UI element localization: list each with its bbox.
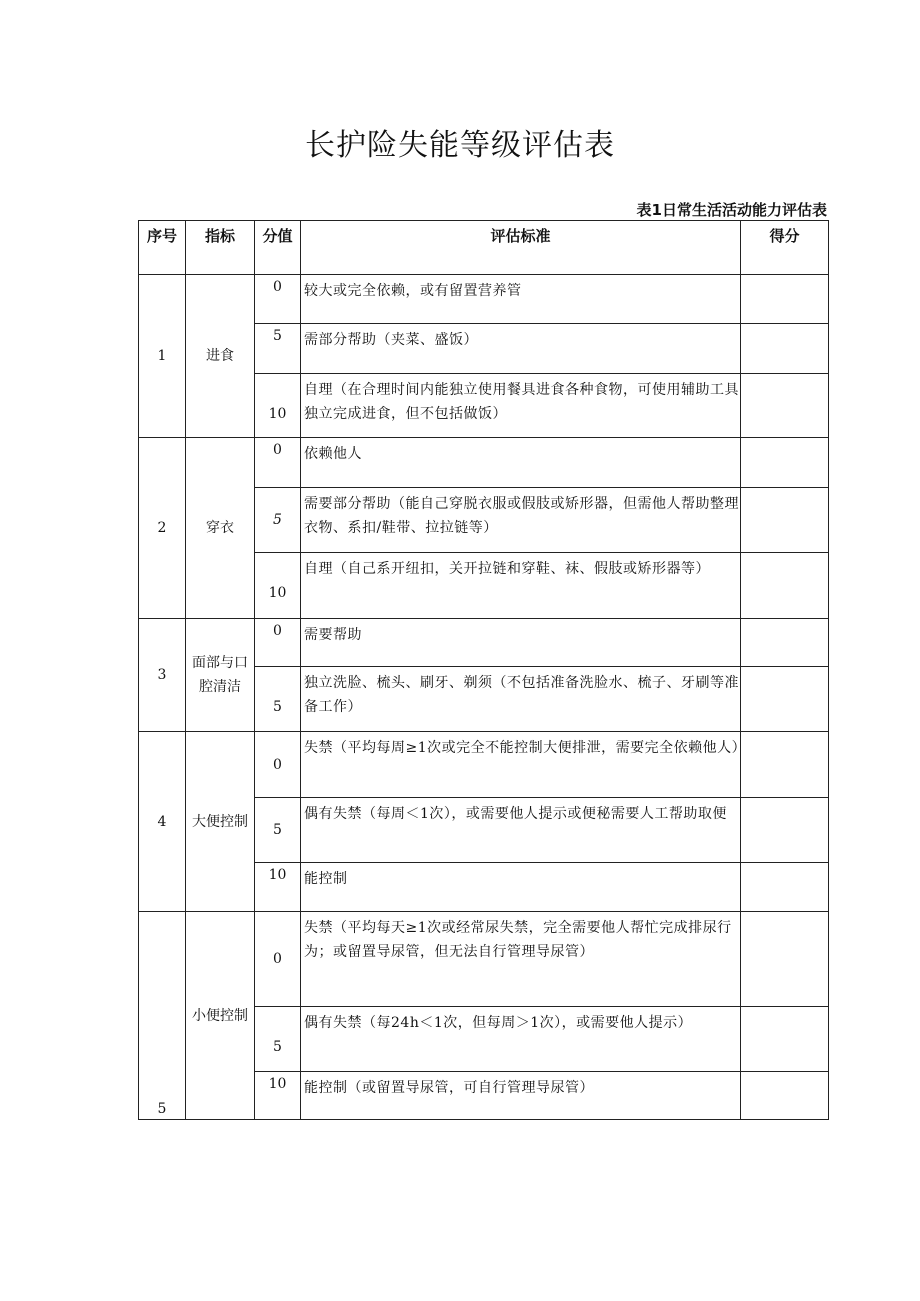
criteria-text: 失禁（平均每天≥1次或经常尿失禁，完全需要他人帮忙完成排尿行为；或留置导尿管，但无法自行管理导尿管） <box>301 912 741 1006</box>
criteria-text: 较大或完全依赖，或有留置营养管 <box>301 275 741 324</box>
table-row <box>139 275 829 324</box>
score-value: 0 <box>255 438 301 487</box>
points-cell[interactable] <box>741 666 829 731</box>
table-row <box>139 438 829 487</box>
item-indicator: 穿衣 <box>186 438 255 618</box>
score-value: 0 <box>255 275 301 324</box>
score-value: 0 <box>255 732 301 798</box>
table-row <box>139 618 829 666</box>
document-title: 长护险失能等级评估表 <box>305 128 615 163</box>
points-cell[interactable] <box>741 438 829 487</box>
score-value: 10 <box>255 863 301 912</box>
points-cell[interactable] <box>741 798 829 863</box>
item-indicator: 小便控制 <box>186 912 255 1120</box>
points-cell[interactable] <box>741 863 829 912</box>
points-cell[interactable] <box>741 324 829 374</box>
criteria-text: 自理（自己系开纽扣，关开拉链和穿鞋、袜、假肢或矫形器等） <box>301 552 741 618</box>
criteria-text: 偶有失禁（每24h＜1次，但每周＞1次），或需要他人提示） <box>301 1006 741 1071</box>
item-seq: 3 <box>139 618 186 731</box>
table-caption: 表1日常生活活动能力评估表 <box>636 201 827 219</box>
item-seq: 5 <box>139 912 186 1120</box>
criteria-text: 需部分帮助（夹菜、盛饭） <box>301 324 741 374</box>
table-row <box>139 912 829 1006</box>
score-value: 0 <box>255 912 301 1006</box>
score-value: 10 <box>255 374 301 438</box>
criteria-text: 失禁（平均每周≥1次或完全不能控制大便排泄，需要完全依赖他人） <box>301 732 741 798</box>
points-cell[interactable] <box>741 912 829 1006</box>
points-cell[interactable] <box>741 552 829 618</box>
item-seq: 4 <box>139 732 186 912</box>
criteria-text: 偶有失禁（每周＜1次），或需要他人提示或便秘需要人工帮助取便 <box>301 798 741 863</box>
points-cell[interactable] <box>741 732 829 798</box>
score-value: 5 <box>255 324 301 374</box>
header-score: 分值 <box>255 221 301 275</box>
item-indicator: 进食 <box>186 275 255 438</box>
header-seq: 序号 <box>139 221 186 275</box>
score-value: 5 <box>255 666 301 731</box>
header-points: 得分 <box>741 221 829 275</box>
criteria-text: 独立洗脸、梳头、刷牙、剃须（不包括准备洗脸水、梳子、牙刷等准备工作） <box>301 666 741 731</box>
criteria-text: 依赖他人 <box>301 438 741 487</box>
assessment-table <box>138 220 829 1120</box>
points-cell[interactable] <box>741 275 829 324</box>
score-value: 5 <box>255 798 301 863</box>
score-value: 0 <box>255 618 301 666</box>
score-value: 5 <box>255 487 301 552</box>
item-indicator: 大便控制 <box>186 732 255 912</box>
points-cell[interactable] <box>741 618 829 666</box>
score-value: 10 <box>255 1071 301 1119</box>
header-criteria: 评估标准 <box>301 221 741 275</box>
points-cell[interactable] <box>741 1071 829 1119</box>
points-cell[interactable] <box>741 487 829 552</box>
criteria-text: 需要部分帮助（能自己穿脱衣服或假肢或矫形器，但需他人帮助整理衣物、系扣/鞋带、拉拉链等） <box>301 487 741 552</box>
header-indicator: 指标 <box>186 221 255 275</box>
score-value: 10 <box>255 552 301 618</box>
item-indicator: 面部与口腔清洁 <box>186 618 255 731</box>
score-value: 5 <box>255 1006 301 1071</box>
criteria-text: 自理（在合理时间内能独立使用餐具进食各种食物，可使用辅助工具独立完成进食，但不包括做饭） <box>301 374 741 438</box>
criteria-text: 需要帮助 <box>301 618 741 666</box>
criteria-text: 能控制 <box>301 863 741 912</box>
item-seq: 2 <box>139 438 186 618</box>
header-row <box>139 221 829 275</box>
points-cell[interactable] <box>741 1006 829 1071</box>
points-cell[interactable] <box>741 374 829 438</box>
item-seq: 1 <box>139 275 186 438</box>
criteria-text: 能控制（或留置导尿管，可自行管理导尿管） <box>301 1071 741 1119</box>
table-row <box>139 732 829 798</box>
